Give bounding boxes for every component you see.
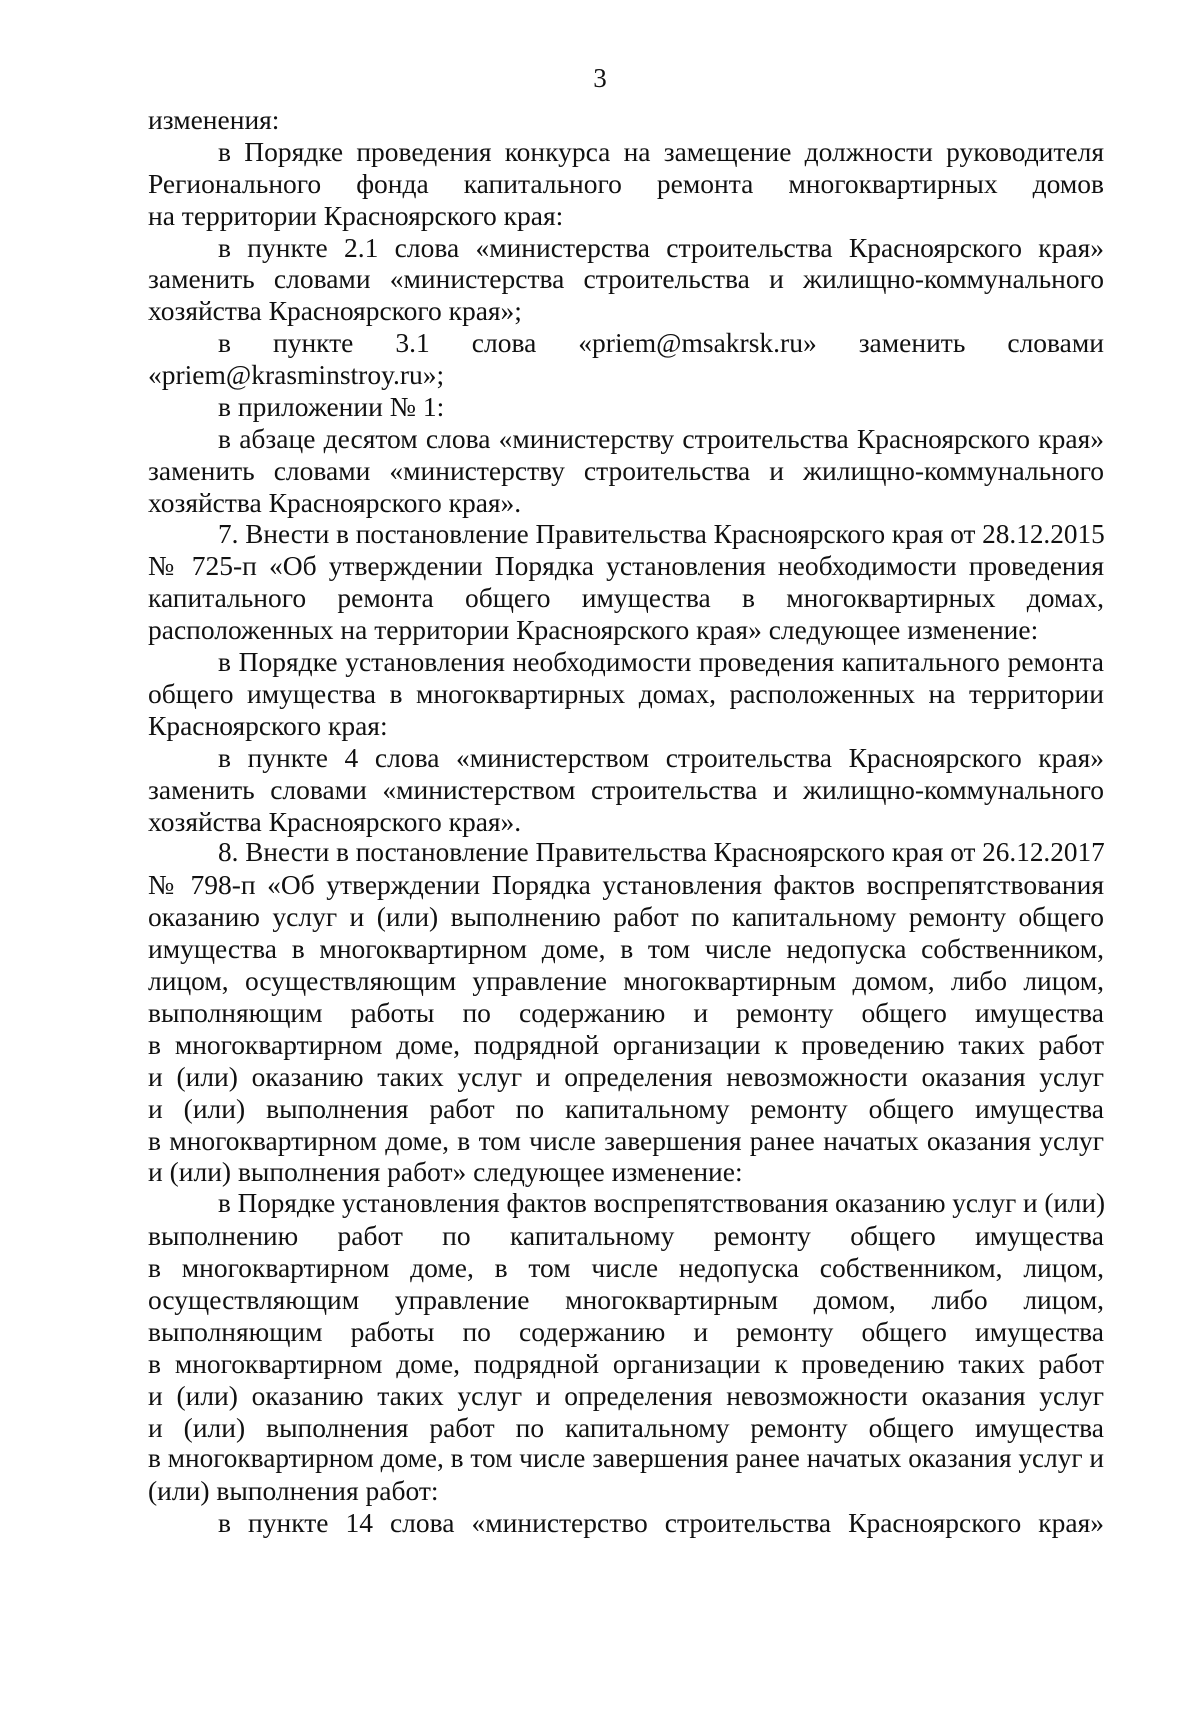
paragraph-item-8: [148, 837, 1104, 1188]
text-line: Регионального фонда капитального ремонта многоквартирных домов: [148, 167, 1104, 199]
text-line: расположенных на территории Красноярского края» следующее изменение:: [148, 614, 1039, 646]
text-line: в приложении № 1:: [218, 391, 445, 423]
text-line: № 725-п «Об утверждении Порядка установления необходимости проведения: [148, 550, 1104, 582]
text-line: заменить словами «министерством строительства и жилищно-коммунального: [148, 773, 1104, 805]
text-line: выполняющим работы по содержанию и ремонту общего имущества: [148, 996, 1104, 1028]
document-body: [148, 104, 1104, 1539]
text-line: капитального ремонта общего имущества в многоквартирных домах,: [148, 582, 1104, 614]
text-line: в многоквартирном доме, подрядной организации к проведению таких работ: [148, 1347, 1104, 1379]
text-line: лицом, осуществляющим управление многоквартирным домом, либо лицом,: [148, 965, 1104, 997]
text-line: в абзаце десятом слова «министерству строительства Красноярского края»: [218, 422, 1104, 454]
text-line: и (или) выполнения работ» следующее изменение:: [148, 1156, 743, 1188]
text-line: хозяйства Красноярского края»;: [148, 295, 522, 327]
text-line: и (или) оказанию таких услуг и определения невозможности оказания услуг: [148, 1060, 1104, 1092]
text-line: и (или) выполнения работ по капитальному ремонту общего имущества: [148, 1411, 1104, 1443]
text-line: в многоквартирном доме, в том числе завершения ранее начатых оказания услуг: [148, 1124, 1104, 1156]
text-line: хозяйства Красноярского края».: [148, 486, 522, 518]
paragraph-izmeneniya: [148, 104, 1104, 136]
text-line: хозяйства Красноярского края».: [148, 805, 522, 837]
text-line: осуществляющим управление многоквартирным домом, либо лицом,: [148, 1283, 1104, 1315]
paragraph-poryadok-faktov: [148, 1188, 1104, 1507]
text-line: в многоквартирном доме, в том числе завершения ранее начатых оказания услуг и: [148, 1443, 1105, 1474]
text-line: в пункте 2.1 слова «министерства строительства Красноярского края»: [218, 231, 1104, 263]
text-line: в пункте 4 слова «министерством строительства Красноярского края»: [218, 741, 1104, 773]
paragraph-punkt-14: [148, 1507, 1104, 1539]
paragraph-punkt-4: [148, 742, 1104, 838]
text-line: выполняющим работы по содержанию и ремонту общего имущества: [148, 1315, 1104, 1347]
text-line: выполнению работ по капитальному ремонту общего имущества: [148, 1220, 1104, 1252]
page-number: 3: [593, 63, 607, 93]
paragraph-prilozhenie-1: [148, 391, 1104, 423]
text-line: в пункте 14 слова «министерство строительства Красноярского края»: [218, 1507, 1104, 1539]
text-line: и (или) выполнения работ по капитальному ремонту общего имущества: [148, 1092, 1104, 1124]
text-line: 8. Внести в постановление Правительства Красноярского края от 26.12.2017: [218, 837, 1105, 868]
text-line: имущества в многоквартирном доме, в том числе недопуска собственником,: [148, 933, 1104, 965]
text-line: изменения:: [148, 104, 280, 135]
paragraph-abzats-desyatyy: [148, 423, 1104, 519]
text-line: в Порядке установления необходимости проведения капитального ремонта: [218, 646, 1104, 678]
paragraph-poryadok-konkursa: [148, 136, 1104, 232]
text-line: в пункте 3.1 слова «priem@msakrsk.ru» заменить словами: [218, 327, 1104, 359]
text-line: № 798-п «Об утверждении Порядка установления фактов воспрепятствования: [148, 869, 1104, 901]
text-line: в Порядке установления фактов воспрепятствования оказанию услуг и (или): [218, 1188, 1106, 1219]
text-line: оказанию услуг и (или) выполнению работ по капитальному ремонту общего: [148, 901, 1104, 933]
text-line: общего имущества в многоквартирных домах, расположенных на территории: [148, 678, 1104, 710]
text-line: (или) выполнения работ:: [148, 1475, 439, 1507]
paragraph-punkt-3-1: [148, 327, 1104, 391]
text-line: в многоквартирном доме, подрядной организации к проведению таких работ: [148, 1028, 1104, 1060]
text-line: заменить словами «министерству строительства и жилищно-коммунального: [148, 454, 1104, 486]
text-line: «priem@krasminstroy.ru»;: [148, 359, 445, 391]
text-line: 7. Внести в постановление Правительства Красноярского края от 28.12.2015: [218, 518, 1105, 549]
paragraph-poryadok-neobhodimosti: [148, 646, 1104, 742]
text-line: на территории Красноярского края:: [148, 199, 564, 231]
text-line: в Порядке проведения конкурса на замещение должности руководителя: [218, 135, 1104, 167]
paragraph-item-7: [148, 519, 1104, 647]
paragraph-punkt-2-1: [148, 232, 1104, 328]
text-line: заменить словами «министерства строительства и жилищно-коммунального: [148, 263, 1104, 295]
text-line: в многоквартирном доме, в том числе недопуска собственником, лицом,: [148, 1252, 1104, 1284]
text-line: Красноярского края:: [148, 709, 388, 741]
text-line: и (или) оказанию таких услуг и определения невозможности оказания услуг: [148, 1379, 1104, 1411]
